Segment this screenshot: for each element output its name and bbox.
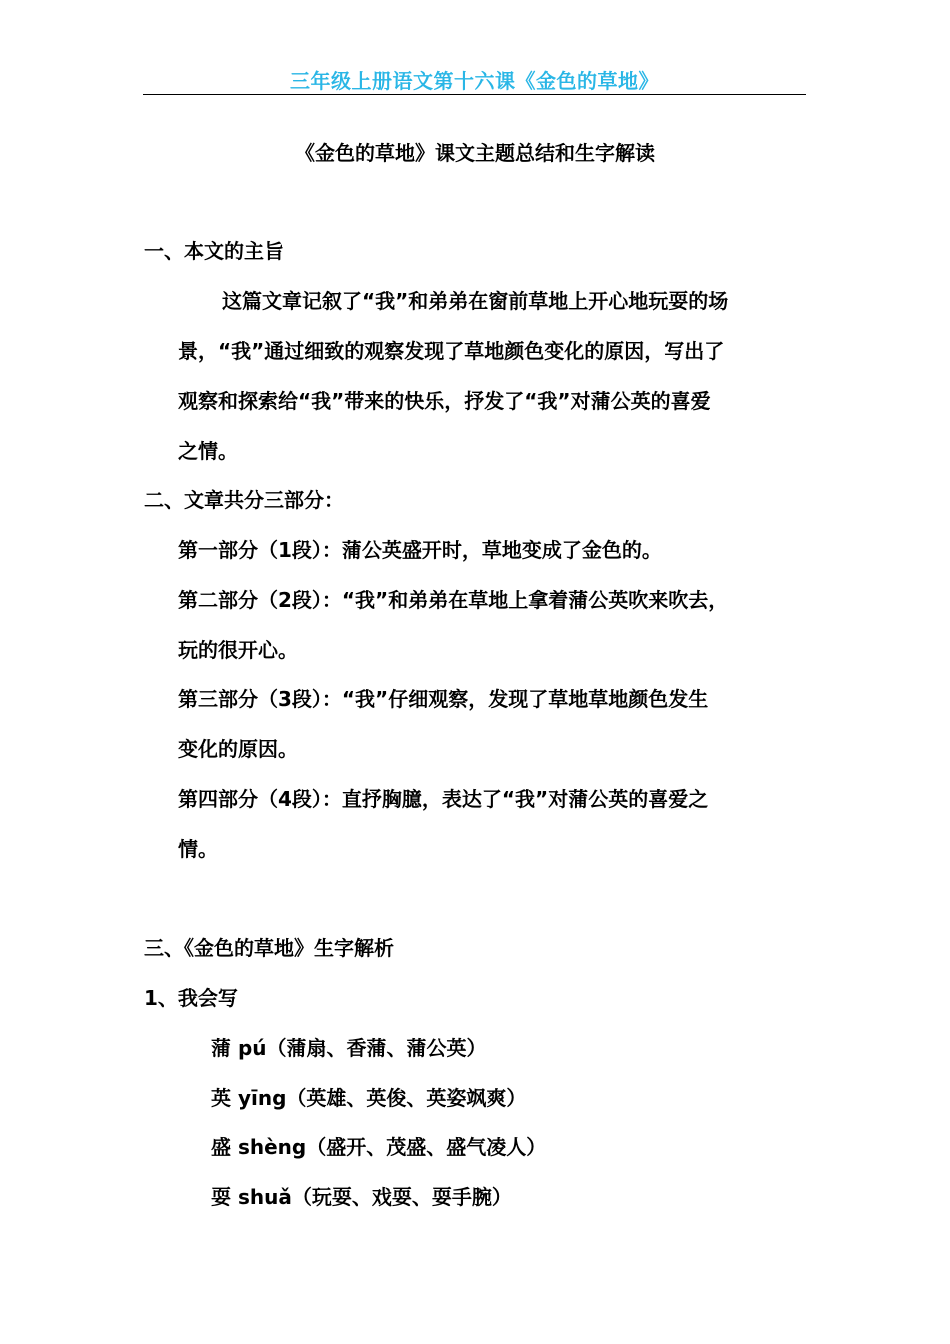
header-title: 三年级上册语文第十六课《金色的草地》 (290, 69, 659, 93)
section-2-line: 第三部分（3段）：“我”仔细观察，发现了草地草地颜色发生 (178, 687, 709, 711)
section-1-line: 这篇文章记叙了“我”和弟弟在窗前草地上开心地玩耍的场 (222, 289, 729, 313)
section-1-heading: 一、本文的主旨 (144, 239, 284, 263)
section-2-line: 第四部分（4段）：直抒胸臆，表达了“我”对蒲公英的喜爱之 (178, 787, 709, 811)
section-2-line: 情。 (178, 837, 218, 861)
character-item: 耍 shuǎ（玩耍、戏耍、耍手腕） (211, 1185, 512, 1209)
section-2-line: 变化的原因。 (178, 737, 298, 761)
section-2-line: 第一部分（1段）：蒲公英盛开时，草地变成了金色的。 (178, 538, 662, 562)
section-3-heading: 三、《金色的草地》生字解析 (144, 936, 394, 960)
document-title: 《金色的草地》课文主题总结和生字解读 (295, 141, 655, 165)
section-1-line: 景，“我”通过细致的观察发现了草地颜色变化的原因，写出了 (178, 339, 725, 363)
character-item: 英 yīng（英雄、英俊、英姿飒爽） (211, 1086, 527, 1110)
section-1-line: 观察和探索给“我”带来的快乐，抒发了“我”对蒲公英的喜爱 (178, 389, 711, 413)
section-2-line: 玩的很开心。 (178, 638, 298, 662)
character-item: 盛 shèng（盛开、茂盛、盛气凌人） (211, 1135, 547, 1159)
section-2-line: 第二部分（2段）：“我”和弟弟在草地上拿着蒲公英吹来吹去， (178, 588, 729, 612)
character-item: 蒲 pú（蒲扇、香蒲、蒲公英） (211, 1036, 487, 1060)
page-header (143, 68, 806, 95)
section-2-heading: 二、文章共分三部分： (144, 488, 344, 512)
section-3-subheading: 1、我会写 (144, 986, 238, 1010)
section-1-line: 之情。 (178, 439, 238, 463)
